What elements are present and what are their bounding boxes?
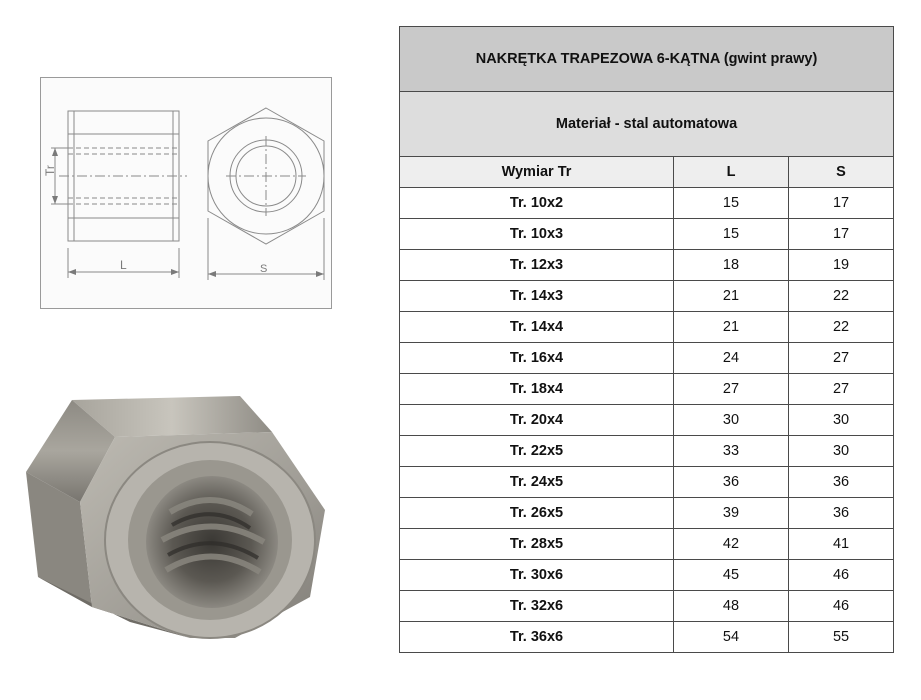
cell-s: 27 xyxy=(789,374,894,405)
cell-s: 22 xyxy=(789,312,894,343)
cell-size: Tr. 28x5 xyxy=(400,529,674,560)
table-row xyxy=(400,529,894,560)
nut-photo xyxy=(20,392,340,642)
cell-s: 36 xyxy=(789,498,894,529)
cell-s: 27 xyxy=(789,343,894,374)
table-title-row xyxy=(400,27,894,92)
table-row xyxy=(400,591,894,622)
cell-l: 33 xyxy=(674,436,789,467)
cell-size: Tr. 36x6 xyxy=(400,622,674,653)
cell-size: Tr. 26x5 xyxy=(400,498,674,529)
table-row xyxy=(400,188,894,219)
cell-size: Tr. 10x2 xyxy=(400,188,674,219)
table-row xyxy=(400,436,894,467)
table-title: NAKRĘTKA TRAPEZOWA 6-KĄTNA (gwint prawy) xyxy=(400,27,894,92)
cell-l: 45 xyxy=(674,560,789,591)
table-row xyxy=(400,281,894,312)
cell-size: Tr. 20x4 xyxy=(400,405,674,436)
material-label: Materiał - stal automatowa xyxy=(400,92,894,157)
cell-size: Tr. 14x3 xyxy=(400,281,674,312)
cell-size: Tr. 10x3 xyxy=(400,219,674,250)
table-row xyxy=(400,622,894,653)
cell-s: 19 xyxy=(789,250,894,281)
header-wymiar: Wymiar Tr xyxy=(400,157,674,188)
cell-l: 21 xyxy=(674,312,789,343)
cell-size: Tr. 32x6 xyxy=(400,591,674,622)
technical-drawing xyxy=(40,77,332,309)
table-row xyxy=(400,405,894,436)
cell-size: Tr. 12x3 xyxy=(400,250,674,281)
cell-l: 21 xyxy=(674,281,789,312)
table-material-row xyxy=(400,92,894,157)
nut-drawing-svg xyxy=(41,78,333,310)
cell-s: 30 xyxy=(789,436,894,467)
cell-l: 36 xyxy=(674,467,789,498)
s-dimension-label: S xyxy=(260,263,268,275)
cell-s: 46 xyxy=(789,560,894,591)
cell-s: 46 xyxy=(789,591,894,622)
table-row xyxy=(400,374,894,405)
cell-s: 36 xyxy=(789,467,894,498)
tr-dimension-label: Tr xyxy=(43,165,57,176)
cell-l: 54 xyxy=(674,622,789,653)
cell-s: 17 xyxy=(789,188,894,219)
table-row xyxy=(400,560,894,591)
cell-size: Tr. 14x4 xyxy=(400,312,674,343)
nut-photo-svg xyxy=(20,392,340,642)
cell-l: 27 xyxy=(674,374,789,405)
cell-l: 24 xyxy=(674,343,789,374)
cell-l: 30 xyxy=(674,405,789,436)
header-s: S xyxy=(789,157,894,188)
table-row xyxy=(400,250,894,281)
cell-size: Tr. 30x6 xyxy=(400,560,674,591)
cell-size: Tr. 22x5 xyxy=(400,436,674,467)
table-row xyxy=(400,343,894,374)
cell-l: 42 xyxy=(674,529,789,560)
cell-size: Tr. 16x4 xyxy=(400,343,674,374)
table-row xyxy=(400,219,894,250)
table-row xyxy=(400,312,894,343)
cell-l: 39 xyxy=(674,498,789,529)
cell-l: 15 xyxy=(674,188,789,219)
cell-s: 55 xyxy=(789,622,894,653)
header-l: L xyxy=(674,157,789,188)
cell-l: 48 xyxy=(674,591,789,622)
spec-table xyxy=(399,26,894,653)
table-row xyxy=(400,467,894,498)
cell-l: 15 xyxy=(674,219,789,250)
cell-s: 41 xyxy=(789,529,894,560)
cell-s: 22 xyxy=(789,281,894,312)
l-dimension-label: L xyxy=(120,258,127,272)
cell-size: Tr. 18x4 xyxy=(400,374,674,405)
cell-s: 30 xyxy=(789,405,894,436)
table-header-row xyxy=(400,157,894,188)
cell-l: 18 xyxy=(674,250,789,281)
cell-size: Tr. 24x5 xyxy=(400,467,674,498)
cell-s: 17 xyxy=(789,219,894,250)
table-row xyxy=(400,498,894,529)
